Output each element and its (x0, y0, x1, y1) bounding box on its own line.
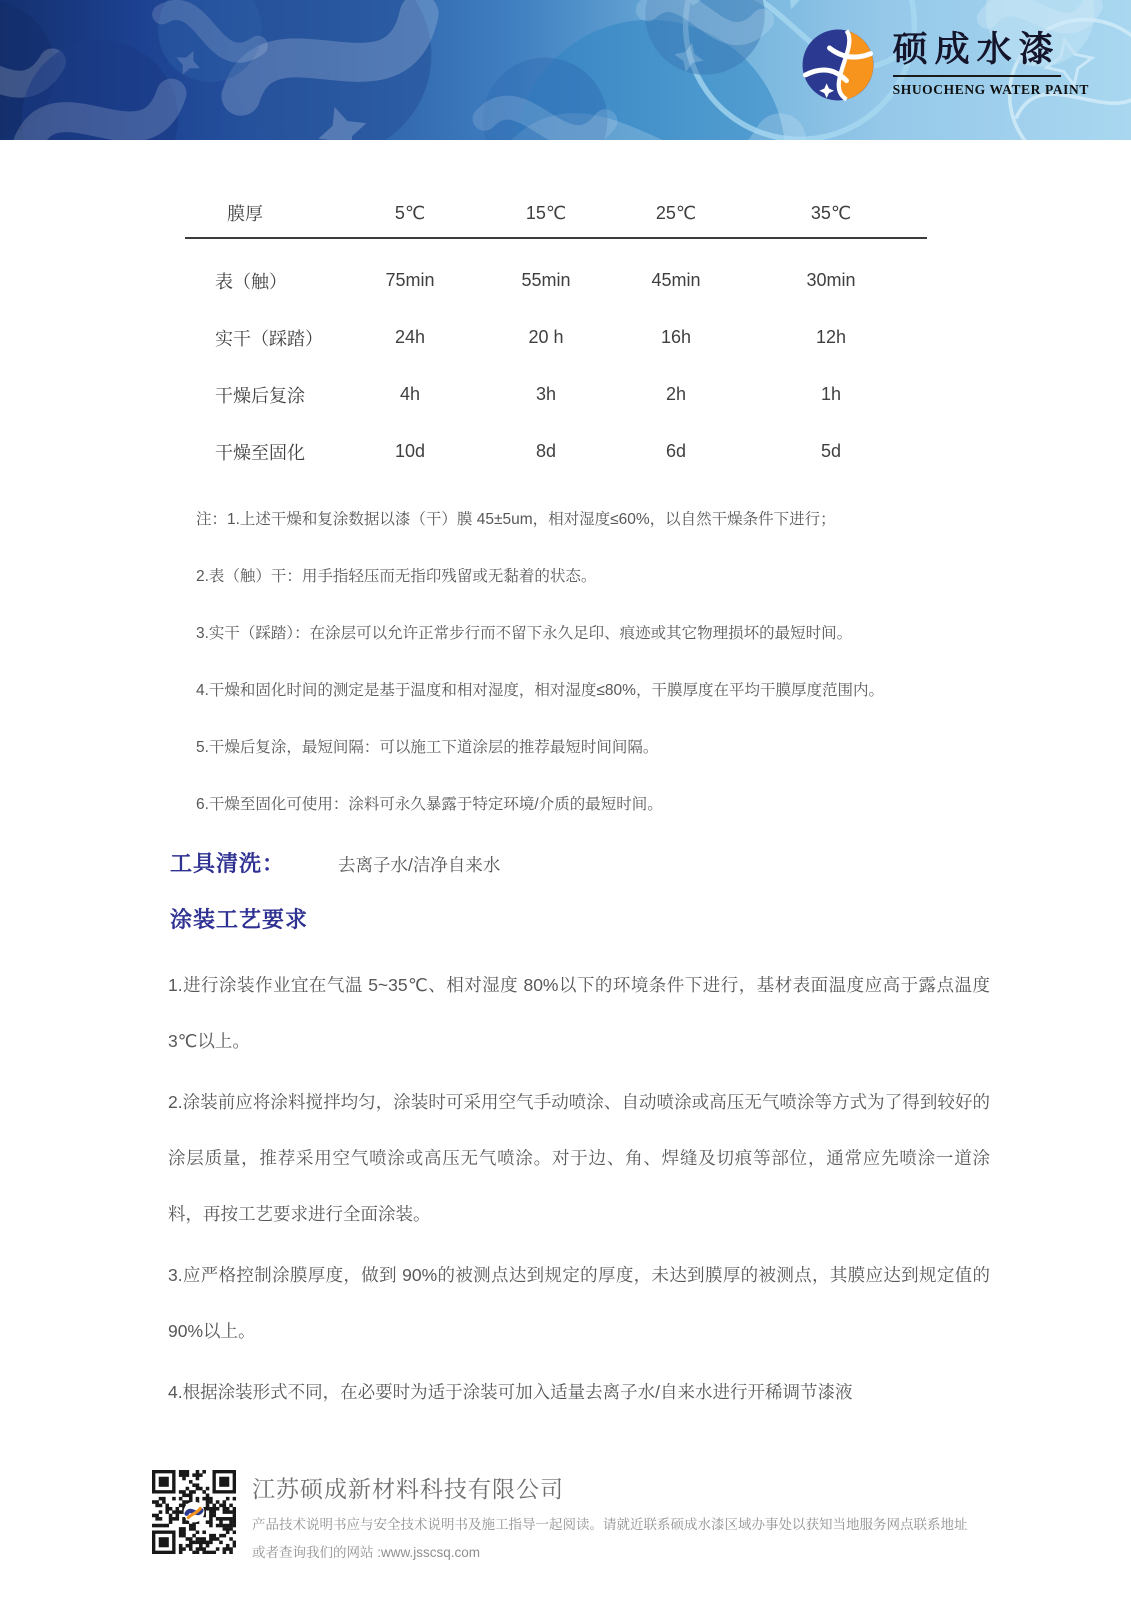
brand-logo (799, 26, 1089, 104)
column-header-film-thickness: 膜厚 (227, 204, 263, 224)
column-header-25c: 25℃ (655, 202, 697, 223)
brand-name-en: SHUOCHENG WATER PAINT (892, 82, 1089, 97)
table-cell: 16h (660, 327, 692, 347)
column-header-35c: 35℃ (810, 202, 852, 223)
row-label: 表（触） (215, 271, 287, 292)
tool-cleaning-label: 工具清洗： (170, 851, 286, 876)
footer-note-line-1: 产品技术说明书应与安全技术说明书及施工指导一起阅读。请就近联系硕成水漆区域办事处以获知当地服务网点联系地址 (252, 1517, 968, 1532)
process-paragraph-2: 2.涂装前应将涂料搅拌均匀，涂装时可采用空气手动喷涂、自动喷涂或高压无气喷涂等方式为了得到较好的涂层质量，推荐采用空气喷涂或高压无气喷涂。对于边、角、焊缝及切痕等部位，通常应先喷涂一道涂料，再按工艺要求进行全面涂装。 (168, 1092, 990, 1224)
column-header-15c: 15℃ (525, 202, 567, 223)
table-cell: 5d (820, 441, 842, 461)
table-header-row (185, 200, 927, 239)
note-line-2: 2.表（触）干：用手指轻压而无指印残留或无黏着的状态。 (196, 568, 597, 585)
tool-cleaning-value: 去离子水/洁净自来水 (338, 855, 501, 875)
brand-logo-text (893, 32, 1089, 98)
table-cell: 2h (665, 384, 687, 404)
row-label: 干燥至固化 (215, 442, 305, 463)
table-cell: 30min (806, 270, 856, 290)
table-row-recoat (185, 366, 927, 423)
table-cell: 4h (399, 384, 421, 404)
footer-text (252, 1470, 1022, 1567)
table-cell: 10d (394, 441, 426, 461)
process-paragraph-1: 1.进行涂装作业宜在气温 5~35℃、相对湿度 80%以下的环境条件下进行，基材表面温度应高于露点温度 3℃以上。 (168, 975, 990, 1051)
row-label: 实干（踩踏） (215, 328, 323, 349)
brand-logo-icon (799, 26, 877, 104)
drying-time-table (185, 200, 927, 480)
table-cell: 12h (815, 327, 847, 347)
column-header-5c: 5℃ (394, 202, 426, 223)
note-line-6: 6.干燥至固化可使用：涂料可永久暴露于特定环境/介质的最短时间。 (196, 796, 663, 813)
company-name: 江苏硕成新材料科技有限公司 (252, 1476, 564, 1502)
process-paragraph-3: 3.应严格控制涂膜厚度，做到 90%的被测点达到规定的厚度，未达到膜厚的被测点，其膜应达到规定值的 90%以上。 (168, 1265, 990, 1341)
footer (152, 1470, 1022, 1567)
tool-cleaning-row (170, 847, 500, 878)
process-section-title: 涂装工艺要求 (170, 907, 309, 932)
table-body (185, 239, 927, 480)
table-cell: 8d (535, 441, 557, 461)
note-line-5: 5.干燥后复涂，最短间隔：可以施工下道涂层的推荐最短时间间隔。 (196, 739, 659, 756)
note-line-4: 4.干燥和固化时间的测定是基于温度和相对湿度，相对湿度≤80%，干膜厚度在平均干膜厚度范围内。 (196, 682, 884, 699)
brand-name-cn: 硕成水漆 (893, 32, 1061, 77)
table-cell: 24h (394, 327, 426, 347)
note-line-1: 注：1.上述干燥和复涂数据以漆（干）膜 45±5um，相对湿度≤60%，以自然干燥条件下进行； (196, 511, 836, 528)
header-banner (0, 0, 1131, 140)
note-line-3: 3.实干（踩踏）：在涂层可以允许正常步行而不留下永久足印、痕迹或其它物理损坏的最短时间。 (196, 625, 853, 642)
table-cell: 20 h (528, 327, 564, 347)
notes-section (196, 491, 1006, 833)
table-cell: 3h (535, 384, 557, 404)
footer-note-line-2: 或者查询我们的网站 :www.jsscsq.com (252, 1545, 481, 1561)
table-row-full-cure (185, 423, 927, 480)
table-row-hard-dry (185, 309, 927, 366)
table-cell: 1h (820, 384, 842, 404)
row-label: 干燥后复涂 (215, 385, 305, 406)
table-cell: 55min (521, 270, 571, 290)
table-cell: 45min (651, 270, 701, 290)
process-paragraphs (168, 957, 990, 1425)
table-cell: 75min (385, 270, 435, 290)
table-cell: 6d (665, 441, 687, 461)
process-paragraph-4: 4.根据涂装形式不同，在必要时为适于涂装可加入适量去离子水/自来水进行开稀调节漆液 (168, 1382, 853, 1402)
qr-code (152, 1470, 236, 1554)
table-row-touch-dry (185, 252, 927, 309)
